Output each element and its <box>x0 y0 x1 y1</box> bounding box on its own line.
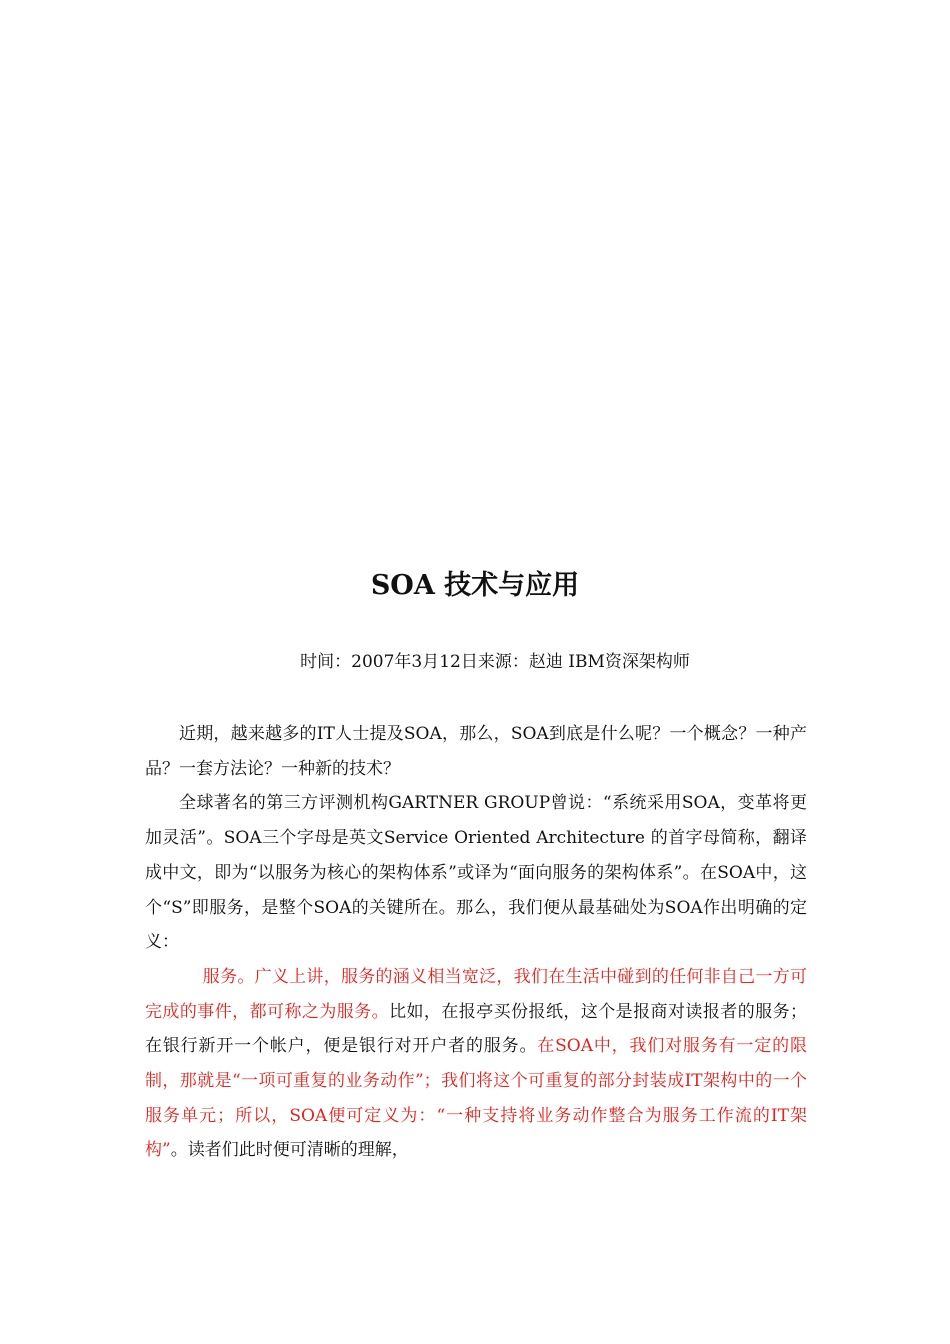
text-run: 。读者们此时便可清晰的理解， <box>170 1140 409 1161</box>
article-meta: 时间：2007年3月12日来源：赵迪 IBM资深架构师 <box>300 652 690 672</box>
highlighted-text-run: 服务。广义上讲，服务的涵义相当宽泛，我们在生活中碰到的任何非自己一方可完成的事件，都可称之为服务。 <box>145 966 807 1022</box>
paragraph-intro <box>145 717 807 786</box>
page-title: SOA 技术与应用 <box>370 570 580 601</box>
article-body <box>145 717 807 1168</box>
text-run: 比如，在报亭买份报纸，这个是报商对读报者的服务；在银行新开一个帐户，便是银行对开户者的服务。 <box>145 1001 808 1057</box>
paragraph-service <box>145 960 807 1168</box>
paragraph-definition <box>145 786 807 960</box>
highlighted-text-run: 在SOA中，我们对服务有一定的限制，那就是“一项可重复的业务动作”；我们将这个可重复的部分封装成IT架构中的一个服务单元；所以，SOA便可定义为：“一种支持将业务动作整合为服务工作流的IT架构” <box>145 1036 808 1161</box>
text-run: 近期，越来越多的IT人士提及SOA，那么，SOA到底是什么呢？一个概念？一种产品？一套方法论？一种新的技术？ <box>145 724 807 779</box>
text-run: 全球著名的第三方评测机构GARTNER GROUP曾说：“系统采用SOA，变革将更加灵活”。SOA三个字母是英文Service Oriented Architecture 的首字母简称，翻译成中文，即为“以服务为核心的架构体系”或译为“面向服务的架构体系”。在SOA中，这个“S”即服务，是整个SOA的关键所在。那么，我们便从最基础处为SOA作出明确的定义： <box>145 793 807 953</box>
